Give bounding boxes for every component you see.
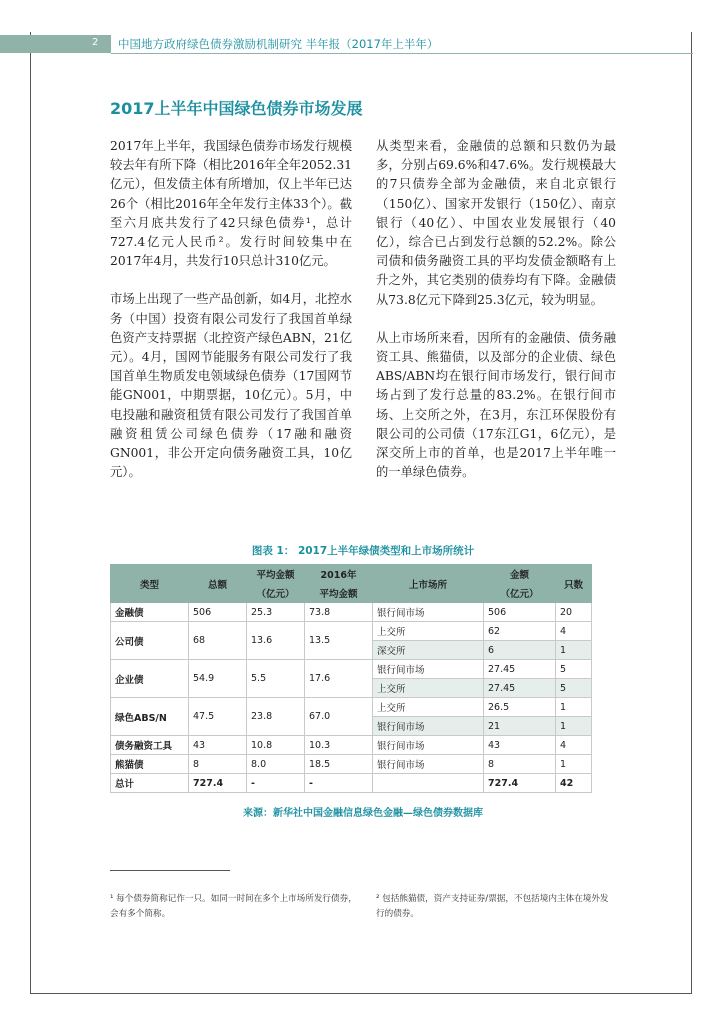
cell-type: 企业债 (111, 660, 189, 698)
cell-total: 506 (189, 603, 247, 622)
cell-type: 熊猫债 (111, 755, 189, 774)
header-amount-unit: （亿元） (484, 584, 556, 603)
header-2016: 2016年 (305, 565, 373, 584)
cell-venue: 银行间市场 (373, 755, 484, 774)
cell-amount: 6 (484, 641, 556, 660)
cell-avg: 5.5 (247, 660, 305, 698)
cell-avg: 8.0 (247, 755, 305, 774)
cell-venue: 银行间市场 (373, 660, 484, 679)
cell-count: 1 (556, 641, 592, 660)
cell-2016: 73.8 (305, 603, 373, 622)
header-avg-unit: （亿元） (247, 584, 305, 603)
cell-type: 金融债 (111, 603, 189, 622)
cell-total: 8 (189, 755, 247, 774)
cell-amount: 62 (484, 622, 556, 641)
header-rule (111, 53, 693, 54)
right-column (376, 137, 616, 501)
table-total-row (111, 774, 592, 793)
cell-2016: - (305, 774, 373, 793)
table-row (111, 736, 592, 755)
cell-2016: 13.5 (305, 622, 373, 660)
left-paragraph-1: 2017年上半年，我国绿色债券市场发行规模较去年有所下降（相比2016年全年2052.31亿元），但发债主体有所增加，仅上半年已达26个（相比2016年全年发行主体33个）。截至六月底共发行了42只绿色债券¹，总计727.4亿元人民币²。发行时间较集中在2017年4月，共发行10只总计310亿元。 (110, 139, 353, 269)
cell-venue: 上交所 (373, 679, 484, 698)
table-row (111, 622, 592, 641)
cell-total: 43 (189, 736, 247, 755)
cell-venue: 上交所 (373, 698, 484, 717)
cell-avg: 25.3 (247, 603, 305, 622)
header-total: 总额 (189, 565, 247, 603)
cell-amount: 21 (484, 717, 556, 736)
cell-total: 54.9 (189, 660, 247, 698)
table-row (111, 603, 592, 622)
table-row (111, 698, 592, 717)
cell-venue: 深交所 (373, 641, 484, 660)
table-row (111, 755, 592, 774)
header-count: 只数 (556, 565, 592, 603)
cell-count: 1 (556, 698, 592, 717)
bond-statistics-table (110, 564, 591, 793)
cell-amount: 27.45 (484, 660, 556, 679)
section-title: 2017上半年中国绿色债券市场发展 (110, 99, 363, 118)
cell-count: 5 (556, 660, 592, 679)
left-paragraph-2: 市场上出现了一些产品创新，如4月，北控水务（中国）投资有限公司发行了我国首单绿色资产支持票据（北控资产绿色ABN，21亿元）。4月，国网节能服务有限公司发行了我国首单生物质发电领域绿色债券（17国网节能GN001，中期票据，10亿元）。5月，中电投融和融资租赁有限公司发行了我国首单融资租赁公司绿色债券（17融和融资GN001，非公开定向债务融资工具，10亿元）。 (110, 292, 352, 480)
cell-type: 总计 (111, 774, 189, 793)
cell-total: 68 (189, 622, 247, 660)
table-caption: 图表 1： 2017上半年绿债类型和上市场所统计 (251, 545, 475, 557)
cell-type: 绿色ABS/N (111, 698, 189, 736)
cell-venue: 银行间市场 (373, 603, 484, 622)
cell-total: 47.5 (189, 698, 247, 736)
cell-amount: 27.45 (484, 679, 556, 698)
cell-2016: 67.0 (305, 698, 373, 736)
cell-count: 4 (556, 622, 592, 641)
cell-total: 727.4 (189, 774, 247, 793)
cell-avg: 13.6 (247, 622, 305, 660)
left-column (110, 137, 352, 501)
cell-amount: 506 (484, 603, 556, 622)
cell-avg: 10.8 (247, 736, 305, 755)
cell-venue: 银行间市场 (373, 717, 484, 736)
cell-amount: 8 (484, 755, 556, 774)
cell-venue: 银行间市场 (373, 736, 484, 755)
cell-count: 20 (556, 603, 592, 622)
header-2016-sub: 平均金额 (305, 584, 373, 603)
right-paragraph-2: 从上市场所来看，因所有的金融债、债务融资工具、熊猫债，以及部分的企业债、绿色ABS/ABN均在银行间市场发行，银行间市场占到了发行总量的83.2%。在银行间市场、上交所之外，在3月，东江环保股份有限公司的公司债（17东江G1，6亿元），是深交所上市的首单，也是2017上半年唯一的一单绿色债券。 (376, 330, 616, 480)
cell-avg: - (247, 774, 305, 793)
footnote-rule (110, 870, 230, 871)
cell-amount: 727.4 (484, 774, 556, 793)
table-source: 来源：新华社中国金融信息绿色金融—绿色债券数据库 (243, 808, 483, 819)
footnote-1: ¹ 每个债券简称记作一只。如同一时间在多个上市场所发行债券，会有多个简称。 (110, 894, 357, 919)
cell-2016: 18.5 (305, 755, 373, 774)
cell-count: 1 (556, 755, 592, 774)
header-type: 类型 (111, 565, 189, 603)
cell-venue: 上交所 (373, 622, 484, 641)
cell-amount: 43 (484, 736, 556, 755)
cell-count: 5 (556, 679, 592, 698)
cell-count: 42 (556, 774, 592, 793)
cell-type: 债务融资工具 (111, 736, 189, 755)
cell-2016: 10.3 (305, 736, 373, 755)
table-row (111, 660, 592, 679)
running-title: 中国地方政府绿色债券激励机制研究 半年报（2017年上半年） (118, 37, 439, 51)
header-amount: 金额 (484, 565, 556, 584)
cell-amount: 26.5 (484, 698, 556, 717)
header-avg: 平均金额 (247, 565, 305, 584)
footnote-2: ² 包括熊猫债，资产支持证券/票据，不包括境内主体在境外发行的债券。 (376, 894, 609, 919)
cell-type: 公司债 (111, 622, 189, 660)
right-paragraph-1: 从类型来看，金融债的总额和只数仍为最多，分别占69.6%和47.6%。发行规模最大的7只债券全部为金融债，来自北京银行（150亿）、国家开发银行（150亿）、南京银行（40亿）、中国农业发展银行（40亿），综合已占到发行总额的52.2%。除公司债和债务融资工具的平均发债金额略有上升之外，其它类别的债券均有下降。金融债从73.8亿元下降到25.3亿元，较为明显。 (376, 139, 616, 307)
cell-2016: 17.6 (305, 660, 373, 698)
cell-count: 1 (556, 717, 592, 736)
cell-venue (373, 774, 484, 793)
cell-avg: 23.8 (247, 698, 305, 736)
cell-count: 4 (556, 736, 592, 755)
header-venue: 上市场所 (373, 565, 484, 603)
page-number: 2 (92, 37, 99, 48)
